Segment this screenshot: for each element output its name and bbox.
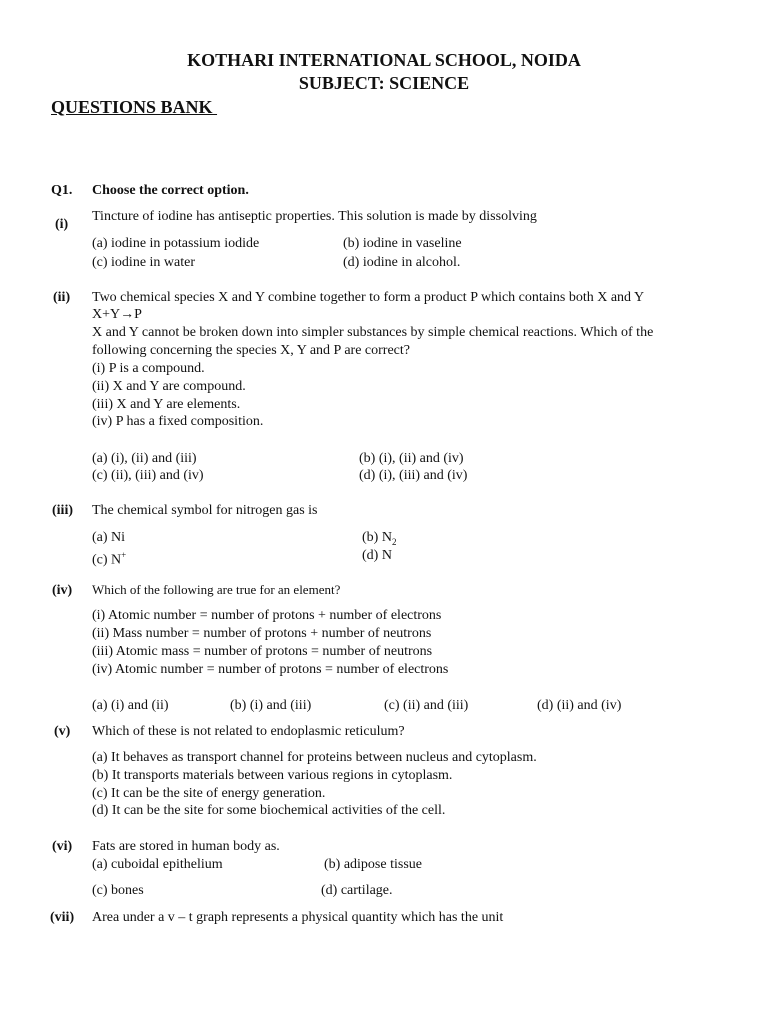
item-ii-line-4: following concerning the species X, Y and P are correct? (92, 343, 410, 358)
item-number-v: (v) (54, 724, 71, 739)
item-ii-line-1: Two chemical species X and Y combine together to form a product P which contains both X and Y (92, 290, 645, 305)
item-iv-text: Which of the following are true for an element? (92, 582, 341, 597)
item-iv-statement-2: (ii) Mass number = number of protons + number of neutrons (92, 626, 432, 641)
item-iv-statement-3: (iii) Atomic mass = number of protons = number of neutrons (92, 644, 433, 659)
question-number: Q1. (51, 183, 73, 198)
item-iv-option-d: (d) (ii) and (iv) (537, 698, 622, 713)
item-number-ii: (ii) (53, 290, 71, 305)
item-ii-option-a: (a) (i), (ii) and (iii) (92, 451, 197, 466)
item-iii-option-c (92, 547, 126, 569)
item-i-text: Tincture of iodine has antiseptic properties. This solution is made by dissolving (92, 209, 537, 224)
item-v-option-a: (a) It behaves as transport channel for proteins between nucleus and cytoplasm. (92, 750, 537, 765)
item-number-iv: (iv) (52, 583, 73, 598)
item-number-iii: (iii) (52, 503, 73, 518)
item-number-vii: (vii) (50, 910, 75, 925)
school-name: KOTHARI INTERNATIONAL SCHOOL, NOIDA (187, 50, 581, 70)
item-ii-statement-1: (i) P is a compound. (92, 361, 205, 376)
question-instruction: Choose the correct option. (92, 183, 249, 198)
item-number-i: (i) (55, 217, 69, 232)
item-ii-option-c: (c) (ii), (iii) and (iv) (92, 468, 204, 483)
item-iv-statement-4: (iv) Atomic number = number of protons = number of electrons (92, 662, 449, 677)
item-iv-statement-1: (i) Atomic number = number of protons + number of electrons (92, 608, 442, 623)
item-iv-option-b: (b) (i) and (iii) (230, 698, 312, 713)
item-v-option-c: (c) It can be the site of energy generation. (92, 786, 326, 801)
item-i-option-a: (a) iodine in potassium iodide (92, 236, 260, 251)
item-vi-option-c: (c) bones (92, 883, 144, 898)
superscript-plus: + (121, 550, 127, 560)
item-v-option-b: (b) It transports materials between various regions in cytoplasm. (92, 768, 453, 783)
item-vi-option-b: (b) adipose tissue (324, 857, 422, 872)
item-ii-statement-2: (ii) X and Y are compound. (92, 379, 246, 394)
item-vi-option-a: (a) cuboidal epithelium (92, 857, 223, 872)
subscript-two: 2 (391, 536, 397, 547)
option-c-label: (c) N (92, 552, 122, 568)
item-vii-text: Area under a v – t graph represents a physical quantity which has the unit (92, 910, 504, 925)
item-iv-option-c: (c) (ii) and (iii) (384, 698, 469, 713)
item-vi-text: Fats are stored in human body as. (92, 839, 280, 854)
item-iii-text: The chemical symbol for nitrogen gas is (92, 503, 318, 518)
item-v-option-d: (d) It can be the site for some biochemical activities of the cell. (92, 803, 446, 818)
item-ii-equation: X+Y→P (92, 307, 142, 322)
subject-title: SUBJECT: SCIENCE (298, 73, 470, 93)
item-ii-line-3: X and Y cannot be broken down into simpler substances by simple chemical reactions. Which of the (92, 325, 654, 340)
item-ii-option-d: (d) (i), (iii) and (iv) (359, 468, 468, 483)
item-ii-statement-4: (iv) P has a fixed composition. (92, 414, 264, 429)
item-iii-option-a: (a) Ni (92, 530, 126, 545)
item-i-option-c: (c) iodine in water (92, 255, 196, 270)
item-i-option-d: (d) iodine in alcohol. (343, 255, 461, 270)
item-ii-option-b: (b) (i), (ii) and (iv) (359, 451, 464, 466)
item-vi-option-d: (d) cartilage. (321, 883, 393, 898)
item-iii-option-d: (d) N (362, 548, 392, 563)
item-number-vi: (vi) (52, 839, 73, 854)
item-i-option-b: (b) iodine in vaseline (343, 236, 462, 251)
item-iv-option-a: (a) (i) and (ii) (92, 698, 169, 713)
item-v-text: Which of these is not related to endoplasmic reticulum? (92, 724, 405, 739)
item-ii-statement-3: (iii) X and Y are elements. (92, 397, 241, 412)
option-b-label: (b) N (362, 530, 392, 545)
questions-bank-title: QUESTIONS BANK (51, 97, 218, 117)
